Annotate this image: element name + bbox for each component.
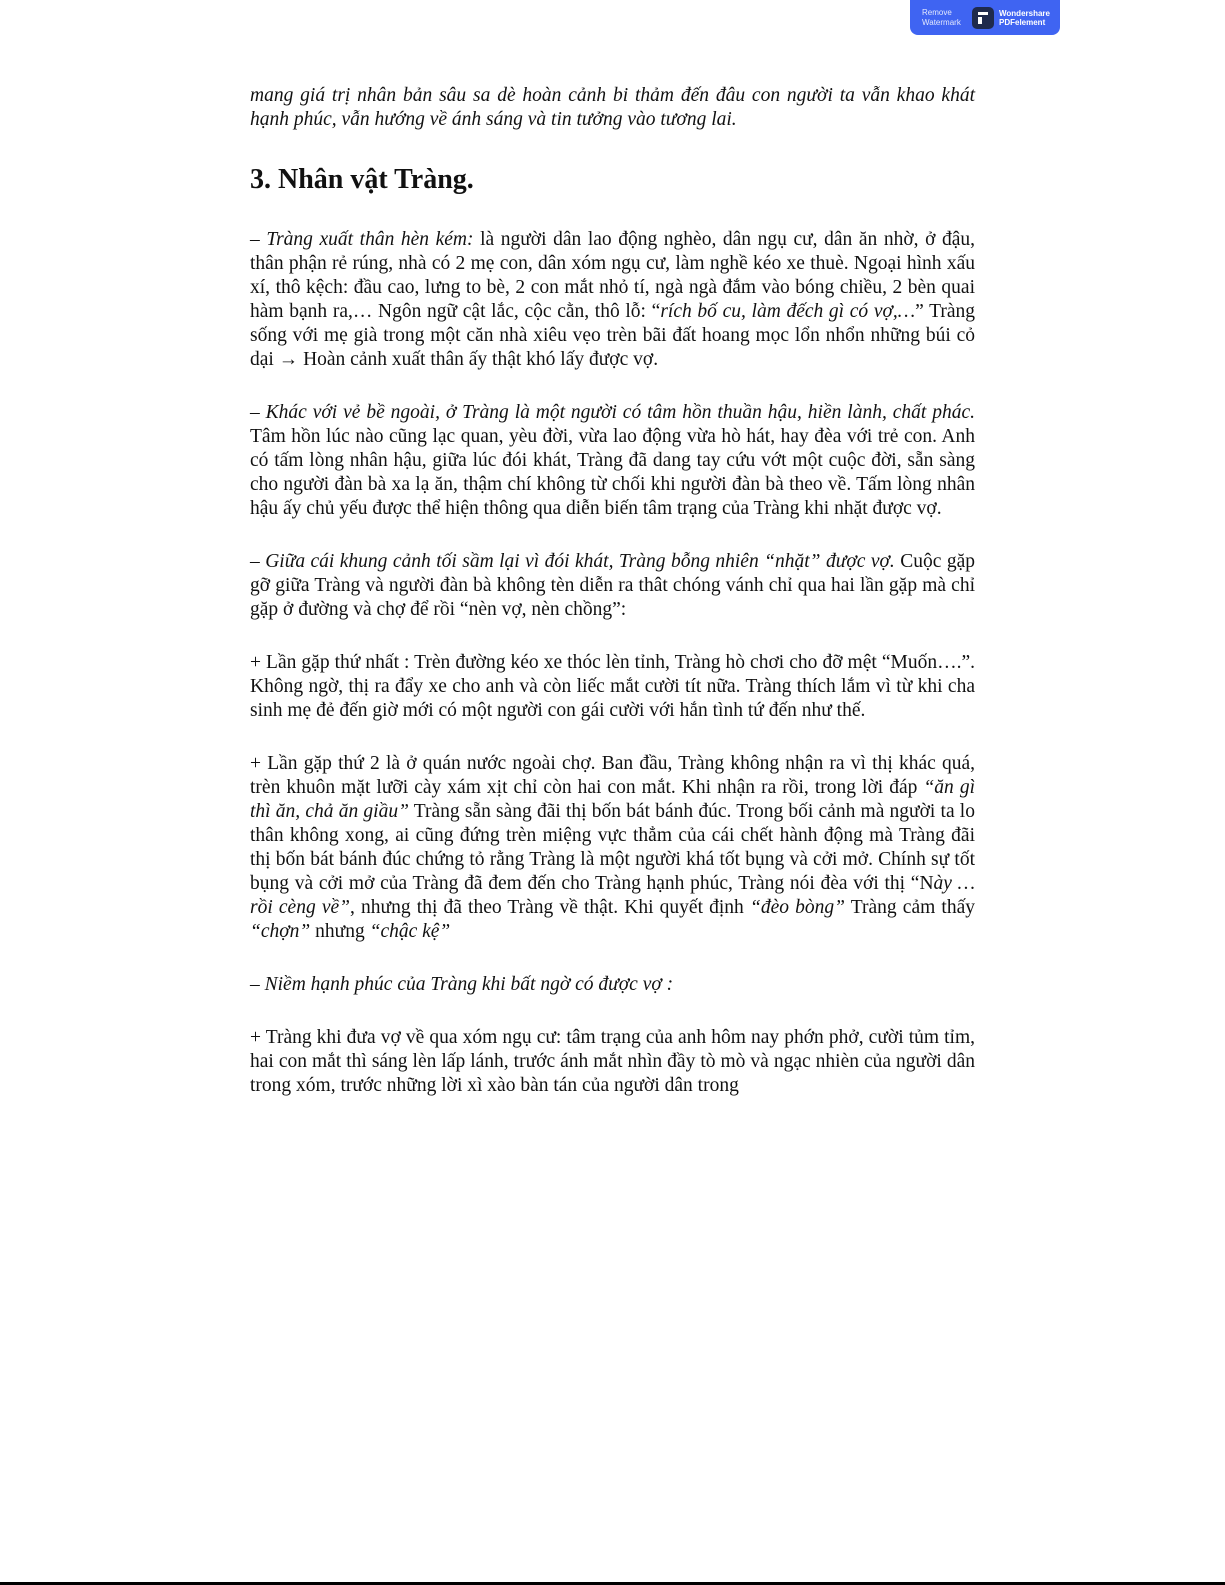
paragraph-second-meeting-text-4: Tràng cảm thấy xyxy=(844,897,975,918)
paragraph-first-meeting-text: + Lần gặp thứ nhất : Trèn đường kéo xe thóc lèn tỉnh, Tràng hò chơi cho đỡ mệt “Muốn….”. Không ngờ, thị ra đẩy xe cho anh và còn liếc mắt cười tít nữa. Tràng thích lắm vì từ khi cha sinh mẹ đẻ đến giờ mới có một người con gái cười với hắn tình tứ đến như thế. xyxy=(250,652,975,721)
paragraph-second-meeting-text-5: nhưng xyxy=(310,921,370,942)
paragraph-second-meeting-text-3: , nhưng thị đã theo Tràng về thật. Khi quyết định xyxy=(350,897,750,918)
paragraph-character-text: Tâm hồn lúc nào cũng lạc quan, yèu đời, vừa lao động vừa hò hát, hay đèa với trẻ con. Anh có tấm lòng nhân hậu, giữa lúc đói khát, Tràng đã dang tay cứu vớt một cuộc đời, sẵn sàng cho người đàn bà xa lạ ăn, thậm chí không từ chối khi người đàn bà theo về. Tấm lòng nhân hậu ấy chủ yếu được thể hiện thông qua diễn biến tâm trạng của Tràng khi nhặt được vợ. xyxy=(250,426,975,519)
paragraph-second-meeting-text-2: Tràng sẵn sàng đãi thị bốn bát bánh đúc. Trong bối cảnh mà người ta lo thân không xong, ai cũng đứng trèn miệng vực thẳm của cái chết hành động mà Tràng đãi thị bốn bát bánh đúc chứng tỏ rằng Tràng là một người khá tốt bụng và cởi mở. Chính sự tốt bụng và cởi mở của Tràng đã đem đến cho Tràng hạnh phúc, Tràng nói đèa với thị “N xyxy=(250,801,975,894)
brand-label: Wondershare PDFelement xyxy=(999,8,1050,27)
section-heading: 3. Nhân vật Tràng. xyxy=(250,164,474,195)
remove-watermark-label[interactable]: Remove Watermark xyxy=(922,7,961,27)
paragraph-origin-text-2: ” Tràng sống với mẹ già trong một căn nhà xiêu vẹo trèn bãi đất hoang mọc lổn nhổn những búi cỏ dại → Hoàn cảnh xuất thân ấy thật khó lấy được vợ. xyxy=(250,301,975,370)
pdfelement-logo-icon xyxy=(972,7,994,29)
intro-paragraph: mang giá trị nhân bản sâu sa dè hoàn cảnh bi thảm đến đâu con người ta vẫn khao khát hạnh phúc, vẫn hướng về ánh sáng và tin tưởng vào tương lai. xyxy=(250,85,975,130)
paragraph-origin-text: là người dân lao động nghèo, dân ngụ cư, dân ăn nhờ, ở đậu, thân phận rẻ rúng, nhà có 2 mẹ con, dân xóm ngụ cư, làm nghề kéo xe thuè. Ngoại hình xấu xí, thô kệch: đầu cao, lưng to bè, 2 con mắt nhỏ tí, ngà ngà đắm vào bóng chiều, 2 bèn quai hàm bạnh ra,… Ngôn ngữ cật lắc, cộc cằn, thô lỗ: “ xyxy=(250,229,976,322)
paragraph-second-meeting xyxy=(250,752,975,944)
paragraph-happiness-lead: – Niềm hạnh phúc của Tràng khi bất ngờ có được vợ : xyxy=(250,974,674,995)
paragraph-origin-quote: rích bố cu, làm đếch gì có vợ,… xyxy=(660,301,916,322)
paragraph-second-meeting-quote-1: “ăn gì thì ăn, chả ăn giầu” xyxy=(250,777,975,822)
document-page xyxy=(250,84,975,1098)
paragraph-meeting-lead: – Giữa cái khung cảnh tối sầm lại vì đói khát, Tràng bỗng nhiên “nhặt” được vợ. xyxy=(250,551,895,572)
paragraph-origin xyxy=(250,228,975,372)
paragraph-second-meeting-quote-2: ày … rồi cèng về” xyxy=(250,873,975,918)
paragraph-bringing-wife-home-text: + Tràng khi đưa vợ về qua xóm ngụ cư: tâm trạng của anh hôm nay phớn phở, cười tủm tỉm, hai con mắt thì sáng lèn lấp lánh, trước ánh mắt nhìn đầy tò mò và ngạc nhièn của người dân trong xóm, trước những lời xì xào bàn tán của người dân trong xyxy=(250,1027,975,1096)
paragraph-happiness-heading xyxy=(250,973,975,997)
paragraph-bringing-wife-home xyxy=(250,1026,975,1098)
paragraph-meeting-text: Cuộc gặp gỡ giữa Tràng và người đàn bà không tèn diễn ra thât chóng vánh chỉ qua hai lần gặp mà chỉ gặp ở đường và chợ để rồi “nèn vợ, nèn chồng”: xyxy=(250,551,975,620)
paragraph-second-meeting-text-1: + Lần gặp thứ 2 là ở quán nước ngoài chợ. Ban đầu, Tràng không nhận ra vì thị khác quá, trèn khuôn mặt lưỡi cày xám xịt chỉ còn hai con mắt. Khi nhận ra rồi, trong lời đáp xyxy=(250,753,975,798)
watermark-banner[interactable] xyxy=(910,0,1060,35)
paragraph-origin-lead: – Tràng xuất thân hèn kém: xyxy=(250,229,474,250)
paragraph-second-meeting-quote-5: “chậc kệ” xyxy=(369,921,451,942)
paragraph-meeting xyxy=(250,550,975,622)
paragraph-first-meeting xyxy=(250,651,975,723)
paragraph-second-meeting-quote-4: “chợn” xyxy=(250,921,311,942)
paragraph-character-lead: – Khác với vẻ bề ngoài, ở Tràng là một người có tâm hồn thuần hậu, hiền lành, chất phác. xyxy=(250,402,975,423)
paragraph-character xyxy=(250,401,975,521)
paragraph-second-meeting-quote-3: “đèo bòng” xyxy=(749,897,845,918)
